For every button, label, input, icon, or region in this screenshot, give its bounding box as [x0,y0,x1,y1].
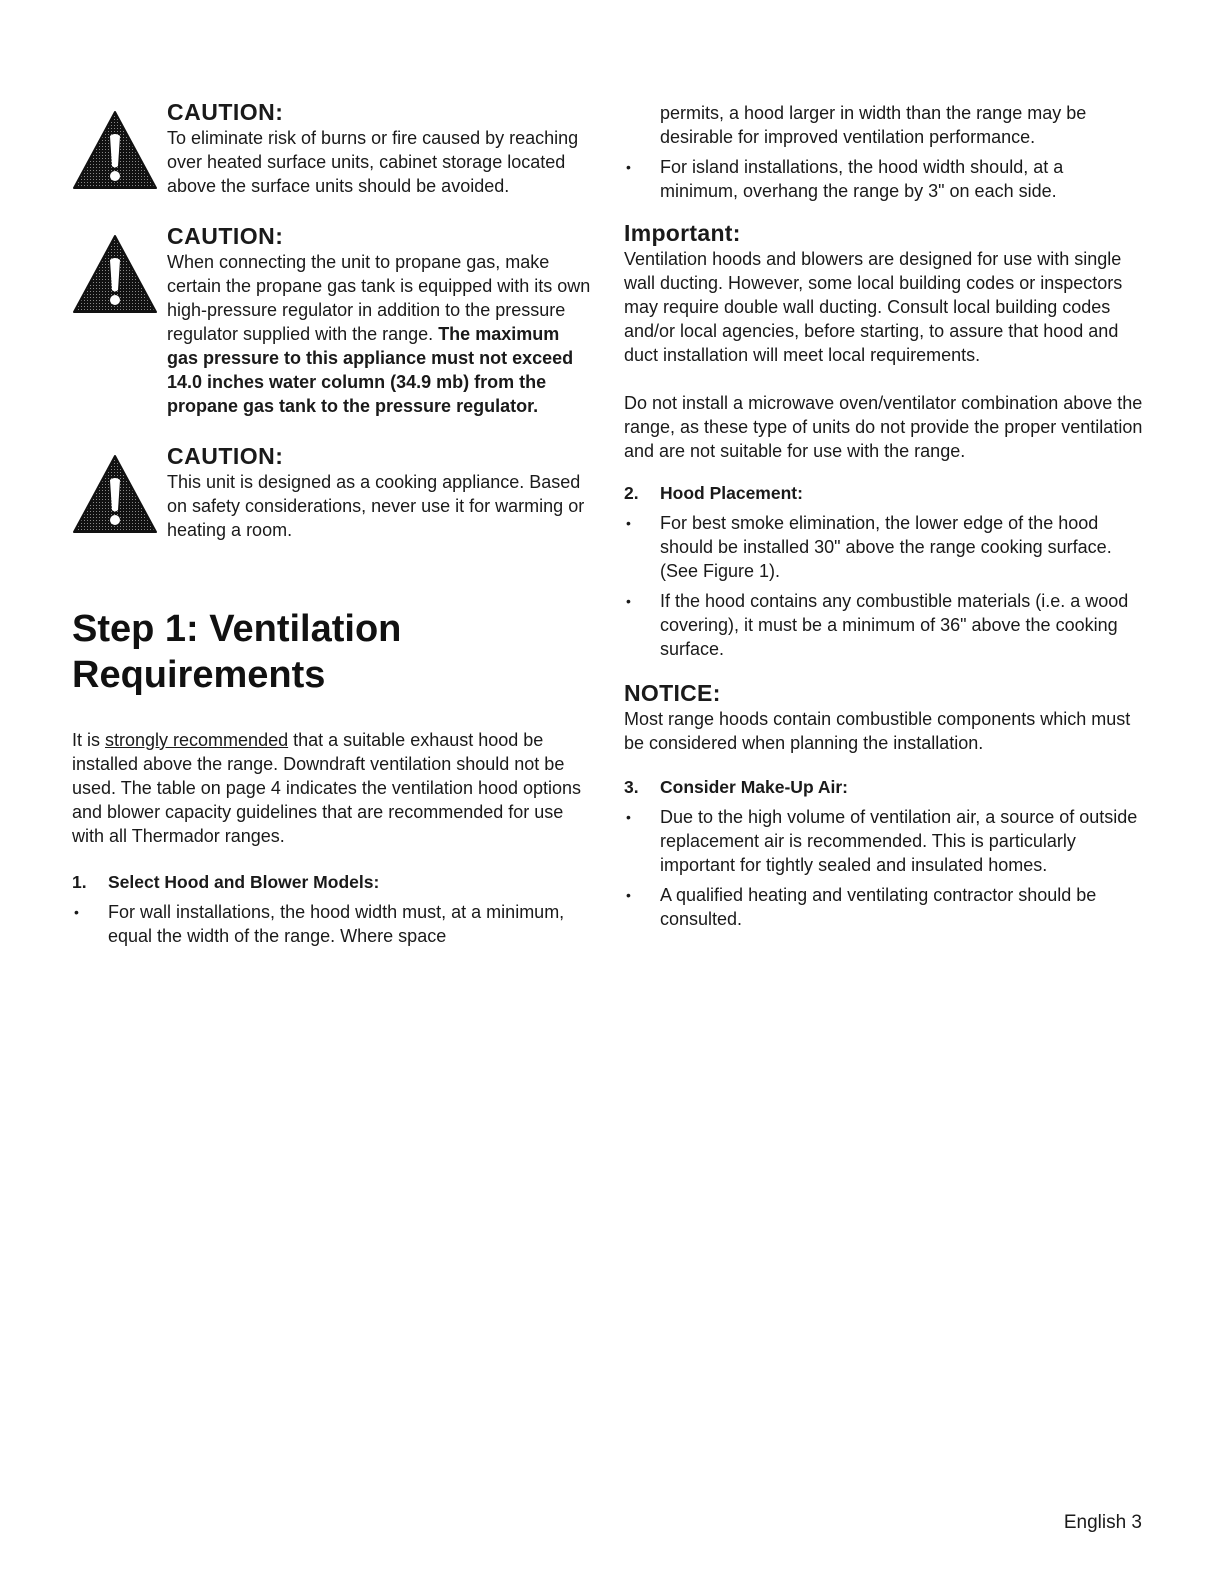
step-title-line2: Requirements [72,654,326,696]
section3-bullets [624,805,1146,931]
intro-text-end: that a suitable exhaust hood be installed above the range. Downdraft ventilation should not be used. The table on page 4 indicates the ventilation hood options and blower capacity guidelines that are recommended for use with all Thermador ranges. [72,730,582,846]
bullet-icon: • [626,515,631,531]
caution-block-heating [72,442,594,542]
list-item [624,883,1146,931]
section-title: Consider Make-Up Air: [660,777,848,797]
caution-text [167,250,594,418]
list-item [624,155,1146,203]
section3-heading [624,775,1146,799]
list-item [72,900,594,948]
list-item-text: A qualified heating and ventilating contractor should be consulted. [660,885,1097,929]
list-item-text: For wall installations, the hood width must, at a minimum, equal the width of the range. Where space [108,902,565,946]
warning-triangle-icon [72,234,158,314]
caution-text: This unit is designed as a cooking appliance. Based on safety considerations, never use it for warming or heating a room. [167,472,585,540]
intro-paragraph [72,728,594,848]
list-item [624,805,1146,877]
microwave-paragraph: Do not install a microwave oven/ventilator combination above the range, as these type of units do not provide the proper ventilation and are not suitable for use with the range. [624,393,1143,461]
left-column [72,98,594,948]
caution-text: To eliminate risk of burns or fire caused by reaching over heated surface units, cabinet storage located above the surface units should be avoided. [167,128,579,196]
important-title: Important: [624,220,741,246]
bullet-icon: • [626,593,631,609]
bullet-icon: • [74,904,79,920]
section1-heading [72,870,594,894]
section-title: Select Hood and Blower Models: [108,872,380,892]
section1-bullets [72,900,594,948]
bullet-icon: • [626,887,631,903]
bullet-icon: • [626,159,631,175]
section-title: Hood Placement: [660,483,803,503]
step-title [72,606,594,698]
section-number: 2. [624,483,639,503]
warning-triangle-icon [72,454,158,534]
list-item-text: If the hood contains any combustible materials (i.e. a wood covering), it must be a minimum of 36" above the cooking surface. [660,591,1129,659]
caution-block-propane [72,222,594,418]
list-item-text: For best smoke elimination, the lower edge of the hood should be installed 30" above the range cooking surface. (See Figure 1). [660,513,1112,581]
notice-title: NOTICE: [624,680,721,706]
section-number: 3. [624,777,639,797]
continued-bullet-text: permits, a hood larger in width than the range may be desirable for improved ventilation performance. [660,103,1087,147]
list-item-text: For island installations, the hood width should, at a minimum, overhang the range by 3" on each side. [660,157,1064,201]
notice-text: Most range hoods contain combustible components which must be considered when planning the installation. [624,709,1131,753]
list-item [624,589,1146,661]
caution-title: CAUTION: [167,223,284,249]
caution-block-burns [72,98,594,198]
caution-title: CAUTION: [167,99,284,125]
section2-heading [624,481,1146,505]
page-number: English 3 [1063,1512,1142,1533]
warning-triangle-icon [72,110,158,190]
caution-text-regular: When connecting the unit to propane gas, make certain the propane gas tank is equipped with its own high-pressure regulator in addition to the pressure regulator supplied with the range. [167,252,591,344]
step-title-line1: Step 1: Ventilation [72,608,402,650]
right-column [624,101,1146,931]
caution-text-bold: The maximum gas pressure to this appliance must not exceed 14.0 inches water column (34.9 mb) from the propane gas tank to the pressure regulator. [167,324,574,416]
bullet-icon: • [626,809,631,825]
intro-underlined-text: strongly recommended [105,730,289,750]
list-item [624,511,1146,583]
caution-title: CAUTION: [167,443,284,469]
intro-text-start: It is [72,730,106,750]
list-item-text: Due to the high volume of ventilation air, a source of outside replacement air is recommended. This is particularly important for tightly sealed and insulated homes. [660,807,1138,875]
section-number: 1. [72,872,87,892]
island-bullets [624,155,1146,203]
important-text: Ventilation hoods and blowers are designed for use with single wall ducting. However, some local building codes or inspectors may require double wall ducting. Consult local building codes and/or local agencies, before starting, to assure that hood and duct installation will meet local requirements. [624,249,1123,365]
section2-bullets [624,511,1146,661]
